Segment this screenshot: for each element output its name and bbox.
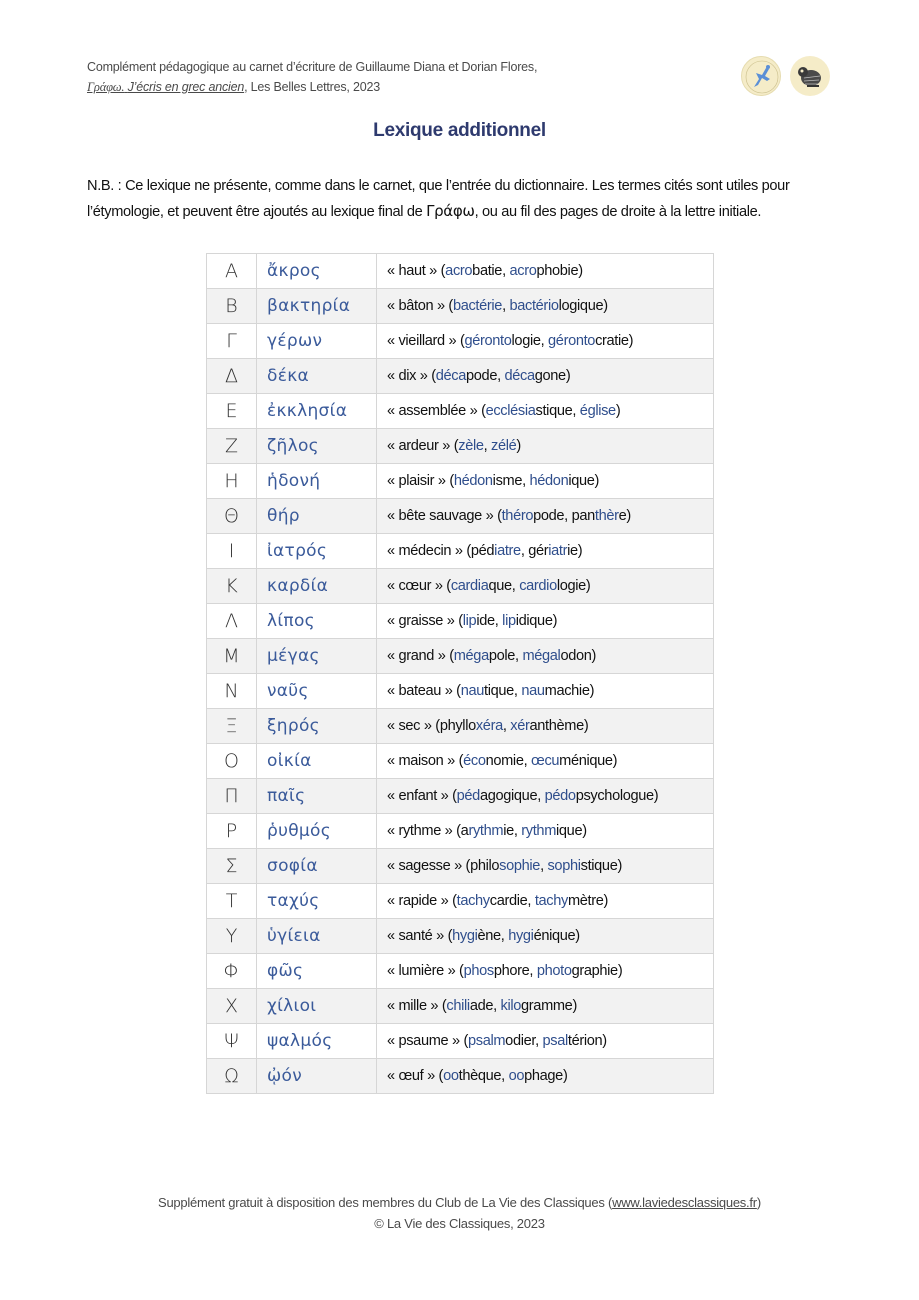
- copyright: © La Vie des Classiques, 2023: [374, 1216, 545, 1231]
- note-text-before: N.B. : Ce lexique ne présente, comme dans le carnet, que l’entrée du dictionnaire. Les termes cités sont utiles pour l’étymologie, et peuvent être ajoutés au lexique final de: [87, 178, 790, 220]
- initial-letter: Γ: [207, 324, 257, 359]
- page-header: [87, 57, 537, 97]
- lexicon-row: [207, 849, 714, 884]
- etymology-root: xéra: [475, 718, 503, 734]
- initial-letter: Λ: [207, 604, 257, 639]
- etymology-root: nau: [460, 683, 485, 699]
- lexicon-row: [207, 674, 714, 709]
- definition-text: « sec » (phyllo: [387, 718, 476, 734]
- definition-text: nomie,: [485, 753, 532, 769]
- greek-word: θήρ: [257, 499, 377, 534]
- header-logos: [741, 56, 833, 98]
- definition-text: « enfant » (: [387, 788, 457, 804]
- definition-text: psychologue): [575, 788, 659, 804]
- lexicon-row: [207, 499, 714, 534]
- greek-word: σοφία: [257, 849, 377, 884]
- definition: [377, 359, 714, 394]
- definition-text: « plaisir » (: [387, 473, 454, 489]
- lexicon-row: [207, 359, 714, 394]
- etymology-root: déca: [435, 368, 467, 384]
- lexicon-row: [207, 779, 714, 814]
- etymology-root: cardio: [519, 578, 557, 594]
- owl-icon: [790, 56, 830, 96]
- definition-text: « maison » (: [387, 753, 464, 769]
- lexicon-row: [207, 254, 714, 289]
- book-title-subtitle: [124, 80, 244, 94]
- definition-text: batie,: [472, 263, 510, 279]
- greek-word: παῖς: [257, 779, 377, 814]
- etymology-root: déca: [504, 368, 535, 384]
- definition-text: ique): [568, 473, 600, 489]
- greek-word: ἡδονή: [257, 464, 377, 499]
- etymology-root: hédon: [453, 473, 493, 489]
- etymology-root: éco: [463, 753, 486, 769]
- etymology-root: iatr: [548, 543, 568, 559]
- note-paragraph: [87, 174, 837, 225]
- definition-text: ique): [556, 823, 587, 839]
- definition-text: isme,: [492, 473, 530, 489]
- greek-word: ζῆλος: [257, 429, 377, 464]
- lexicon-row: [207, 1059, 714, 1094]
- definition-text: « œuf » (: [387, 1068, 444, 1084]
- greek-word: ἰατρός: [257, 534, 377, 569]
- definition: [377, 639, 714, 674]
- definition-text: logie): [556, 578, 591, 594]
- definition-text: logique): [558, 298, 608, 314]
- page-footer: [0, 1192, 919, 1234]
- definition-text: ade,: [469, 998, 501, 1014]
- initial-letter: Χ: [207, 989, 257, 1024]
- lexicon-table: [206, 253, 714, 1094]
- initial-letter: Α: [207, 254, 257, 289]
- definition-text: « médecin » (péd: [387, 543, 495, 559]
- definition-text: tique,: [484, 683, 522, 699]
- initial-letter: Ξ: [207, 709, 257, 744]
- initial-letter: Ι: [207, 534, 257, 569]
- definition-text: « ardeur » (: [387, 438, 459, 454]
- definition-text: odon): [560, 648, 597, 664]
- definition-text: stique,: [535, 403, 580, 419]
- etymology-root: ecclésia: [485, 403, 536, 419]
- lexicon-body: [207, 254, 714, 1094]
- initial-letter: Υ: [207, 919, 257, 954]
- lexicon-row: [207, 289, 714, 324]
- greek-word: βακτηρία: [257, 289, 377, 324]
- lexicon-row: [207, 604, 714, 639]
- etymology-root: hédon: [529, 473, 569, 489]
- definition: [377, 604, 714, 639]
- definition-text: ie,: [503, 823, 522, 839]
- definition-text: « bateau » (: [387, 683, 461, 699]
- definition-text: pode, pan: [533, 508, 595, 524]
- greek-word: γέρων: [257, 324, 377, 359]
- lexicon-row: [207, 394, 714, 429]
- etymology-root: théro: [501, 508, 534, 524]
- greek-word: δέκα: [257, 359, 377, 394]
- greek-word: ὑγίεια: [257, 919, 377, 954]
- etymology-root: phos: [463, 963, 494, 979]
- definition-text: « psaume » (: [387, 1033, 468, 1049]
- greek-word: φῶς: [257, 954, 377, 989]
- definition-text: cardie,: [489, 893, 535, 909]
- initial-letter: Ζ: [207, 429, 257, 464]
- definition-text: ménique): [559, 753, 618, 769]
- etymology-root: lip: [462, 613, 477, 629]
- lexicon-row: [207, 324, 714, 359]
- etymology-root: oo: [443, 1068, 459, 1084]
- definition-text: « grand » (: [387, 648, 454, 664]
- definition: [377, 779, 714, 814]
- greek-word: ψαλμός: [257, 1024, 377, 1059]
- definition-text: logie,: [511, 333, 549, 349]
- etymology-root: xér: [510, 718, 530, 734]
- etymology-root: acro: [509, 263, 537, 279]
- initial-letter: Ο: [207, 744, 257, 779]
- header-line-2: [87, 77, 537, 97]
- etymology-root: bactérie: [452, 298, 503, 314]
- etymology-root: thèr: [594, 508, 619, 524]
- note-greek-title: Γράφω: [426, 202, 475, 220]
- footer-text-close: ): [756, 1195, 761, 1210]
- initial-letter: Ρ: [207, 814, 257, 849]
- definition: [377, 954, 714, 989]
- greek-word: ταχύς: [257, 884, 377, 919]
- definition-text: ,: [483, 438, 492, 454]
- website-link[interactable]: www.laviedesclassiques.fr: [612, 1195, 757, 1210]
- definition-text: « rythme » (a: [387, 823, 469, 839]
- etymology-root: hygi: [508, 928, 534, 944]
- lexicon-row: [207, 814, 714, 849]
- definition-text: phore,: [493, 963, 537, 979]
- initial-letter: Φ: [207, 954, 257, 989]
- definition-text: stique): [580, 858, 622, 874]
- note-text-after: , ou au fil des pages de droite à la lettre initiale.: [474, 204, 762, 220]
- etymology-root: géronto: [548, 333, 596, 349]
- etymology-root: zèle: [458, 438, 484, 454]
- initial-letter: Θ: [207, 499, 257, 534]
- definition: [377, 1024, 714, 1059]
- definition: [377, 814, 714, 849]
- book-title-greek: Γράφω.: [87, 80, 125, 94]
- lexicon-row: [207, 639, 714, 674]
- la-vie-des-classiques-logo: [741, 56, 781, 96]
- etymology-root: psal: [542, 1033, 568, 1049]
- page-title: Lexique additionnel: [373, 120, 546, 141]
- definition: [377, 464, 714, 499]
- lexicon-row: [207, 989, 714, 1024]
- definition-text: « lumière » (: [387, 963, 464, 979]
- etymology-root: kilo: [500, 998, 522, 1014]
- initial-letter: Τ: [207, 884, 257, 919]
- definition-text: agogique,: [479, 788, 545, 804]
- lexicon-row: [207, 954, 714, 989]
- lexicon-row: [207, 464, 714, 499]
- footer-text: Supplément gratuit à disposition des membres du Club de La Vie des Classiques (: [158, 1195, 613, 1210]
- etymology-root: méga: [453, 648, 489, 664]
- etymology-root: hygi: [452, 928, 478, 944]
- lexicon-row: [207, 1024, 714, 1059]
- definition-text: ): [516, 438, 521, 454]
- definition-text: ,: [540, 858, 548, 874]
- definition-text: odier,: [505, 1033, 543, 1049]
- definition: [377, 429, 714, 464]
- definition: [377, 324, 714, 359]
- etymology-root: nau: [521, 683, 545, 699]
- definition-text: térion): [567, 1033, 607, 1049]
- etymology-root: tachy: [534, 893, 568, 909]
- definition-text: « cœur » (: [387, 578, 451, 594]
- initial-letter: Μ: [207, 639, 257, 674]
- definition-text: ide,: [476, 613, 503, 629]
- definition-text: que,: [488, 578, 520, 594]
- definition-text: phage): [524, 1068, 568, 1084]
- definition-text: énique): [533, 928, 580, 944]
- definition: [377, 569, 714, 604]
- definition: [377, 989, 714, 1024]
- definition-text: ène,: [477, 928, 509, 944]
- initial-letter: Δ: [207, 359, 257, 394]
- etymology-root: iatre: [494, 543, 521, 559]
- initial-letter: Ν: [207, 674, 257, 709]
- greek-word: ᾠόν: [257, 1059, 377, 1094]
- definition-text: pole,: [488, 648, 523, 664]
- etymology-root: cardia: [450, 578, 489, 594]
- definition-text: « vieillard » (: [387, 333, 465, 349]
- definition: [377, 499, 714, 534]
- initial-letter: Ψ: [207, 1024, 257, 1059]
- definition-text: e): [618, 508, 631, 524]
- definition-text: ,: [502, 298, 510, 314]
- greek-word: ἐκκλησία: [257, 394, 377, 429]
- greek-word: οἰκία: [257, 744, 377, 779]
- definition-text: « haut » (: [387, 263, 446, 279]
- initial-letter: Σ: [207, 849, 257, 884]
- publisher: , Les Belles Lettres, 2023: [244, 80, 380, 94]
- lexicon-row: [207, 744, 714, 779]
- etymology-root: géronto: [464, 333, 512, 349]
- definition-text: gramme): [521, 998, 577, 1014]
- definition: [377, 849, 714, 884]
- initial-letter: Ε: [207, 394, 257, 429]
- etymology-root: lip: [502, 613, 516, 629]
- lexicon-row: [207, 919, 714, 954]
- definition-text: phobie): [536, 263, 583, 279]
- definition-text: ): [615, 403, 621, 419]
- etymology-root: rythm: [468, 823, 504, 839]
- lexicon-row: [207, 884, 714, 919]
- etymology-root: pédo: [544, 788, 576, 804]
- definition: [377, 534, 714, 569]
- initial-letter: Π: [207, 779, 257, 814]
- etymology-root: péd: [456, 788, 480, 804]
- etymology-root: église: [579, 403, 616, 419]
- definition-text: mètre): [567, 893, 609, 909]
- definition: [377, 884, 714, 919]
- lexicon-row: [207, 569, 714, 604]
- definition-text: thèque,: [458, 1068, 509, 1084]
- definition: [377, 1059, 714, 1094]
- definition-text: « mille » (: [387, 998, 447, 1014]
- initial-letter: Η: [207, 464, 257, 499]
- etymology-root: sophi: [547, 858, 581, 874]
- etymology-root: acro: [445, 263, 473, 279]
- definition-text: idique): [515, 613, 558, 629]
- leaping-figure-icon: [742, 57, 782, 97]
- etymology-root: bactério: [509, 298, 559, 314]
- definition-text: « sagesse » (philo: [387, 858, 500, 874]
- definition-text: graphie): [571, 963, 623, 979]
- etymology-root: sophie: [499, 858, 541, 874]
- definition-text: cratie): [595, 333, 634, 349]
- footer-line-1: [0, 1192, 919, 1213]
- initial-letter: Β: [207, 289, 257, 324]
- definition: [377, 709, 714, 744]
- definition: [377, 289, 714, 324]
- definition-text: « assemblée » (: [387, 403, 486, 419]
- definition-text: « bâton » (: [387, 298, 453, 314]
- definition: [377, 254, 714, 289]
- greek-word: καρδία: [257, 569, 377, 604]
- definition-text: ie): [567, 543, 583, 559]
- greek-word: ἄκρος: [257, 254, 377, 289]
- definition-text: « bête sauvage » (: [387, 508, 502, 524]
- definition-text: gone): [534, 368, 571, 384]
- etymology-root: mégal: [522, 648, 561, 664]
- definition-text: anthème): [529, 718, 589, 734]
- greek-word: μέγας: [257, 639, 377, 674]
- owl-logo: [790, 56, 830, 96]
- etymology-root: œcu: [531, 753, 560, 769]
- definition-text: machie): [544, 683, 595, 699]
- definition: [377, 394, 714, 429]
- greek-word: χίλιοι: [257, 989, 377, 1024]
- lexicon-row: [207, 709, 714, 744]
- definition-text: , gér: [520, 543, 549, 559]
- etymology-root: oo: [508, 1068, 525, 1084]
- greek-word: ῥυθμός: [257, 814, 377, 849]
- book-subtitle-text: J’écris en grec ancien: [127, 80, 245, 94]
- initial-letter: Ω: [207, 1059, 257, 1094]
- header-line-1: Complément pédagogique au carnet d’écriture de Guillaume Diana et Dorian Flores,: [87, 60, 538, 74]
- greek-word: ναῦς: [257, 674, 377, 709]
- definition-text: « rapide » (: [387, 893, 457, 909]
- definition-text: « graisse » (: [387, 613, 463, 629]
- definition-text: pode,: [466, 368, 505, 384]
- greek-word: λίπος: [257, 604, 377, 639]
- definition-text: « dix » (: [387, 368, 436, 384]
- lexicon-row: [207, 534, 714, 569]
- definition-text: « santé » (: [387, 928, 453, 944]
- etymology-root: rythm: [521, 823, 557, 839]
- etymology-root: chili: [446, 998, 470, 1014]
- etymology-root: zélé: [491, 438, 517, 454]
- etymology-root: photo: [536, 963, 572, 979]
- lexicon-row: [207, 429, 714, 464]
- initial-letter: Κ: [207, 569, 257, 604]
- definition-text: ,: [502, 718, 511, 734]
- etymology-root: tachy: [456, 893, 490, 909]
- definition: [377, 919, 714, 954]
- definition: [377, 674, 714, 709]
- etymology-root: psalm: [467, 1033, 506, 1049]
- greek-word: ξηρός: [257, 709, 377, 744]
- definition: [377, 744, 714, 779]
